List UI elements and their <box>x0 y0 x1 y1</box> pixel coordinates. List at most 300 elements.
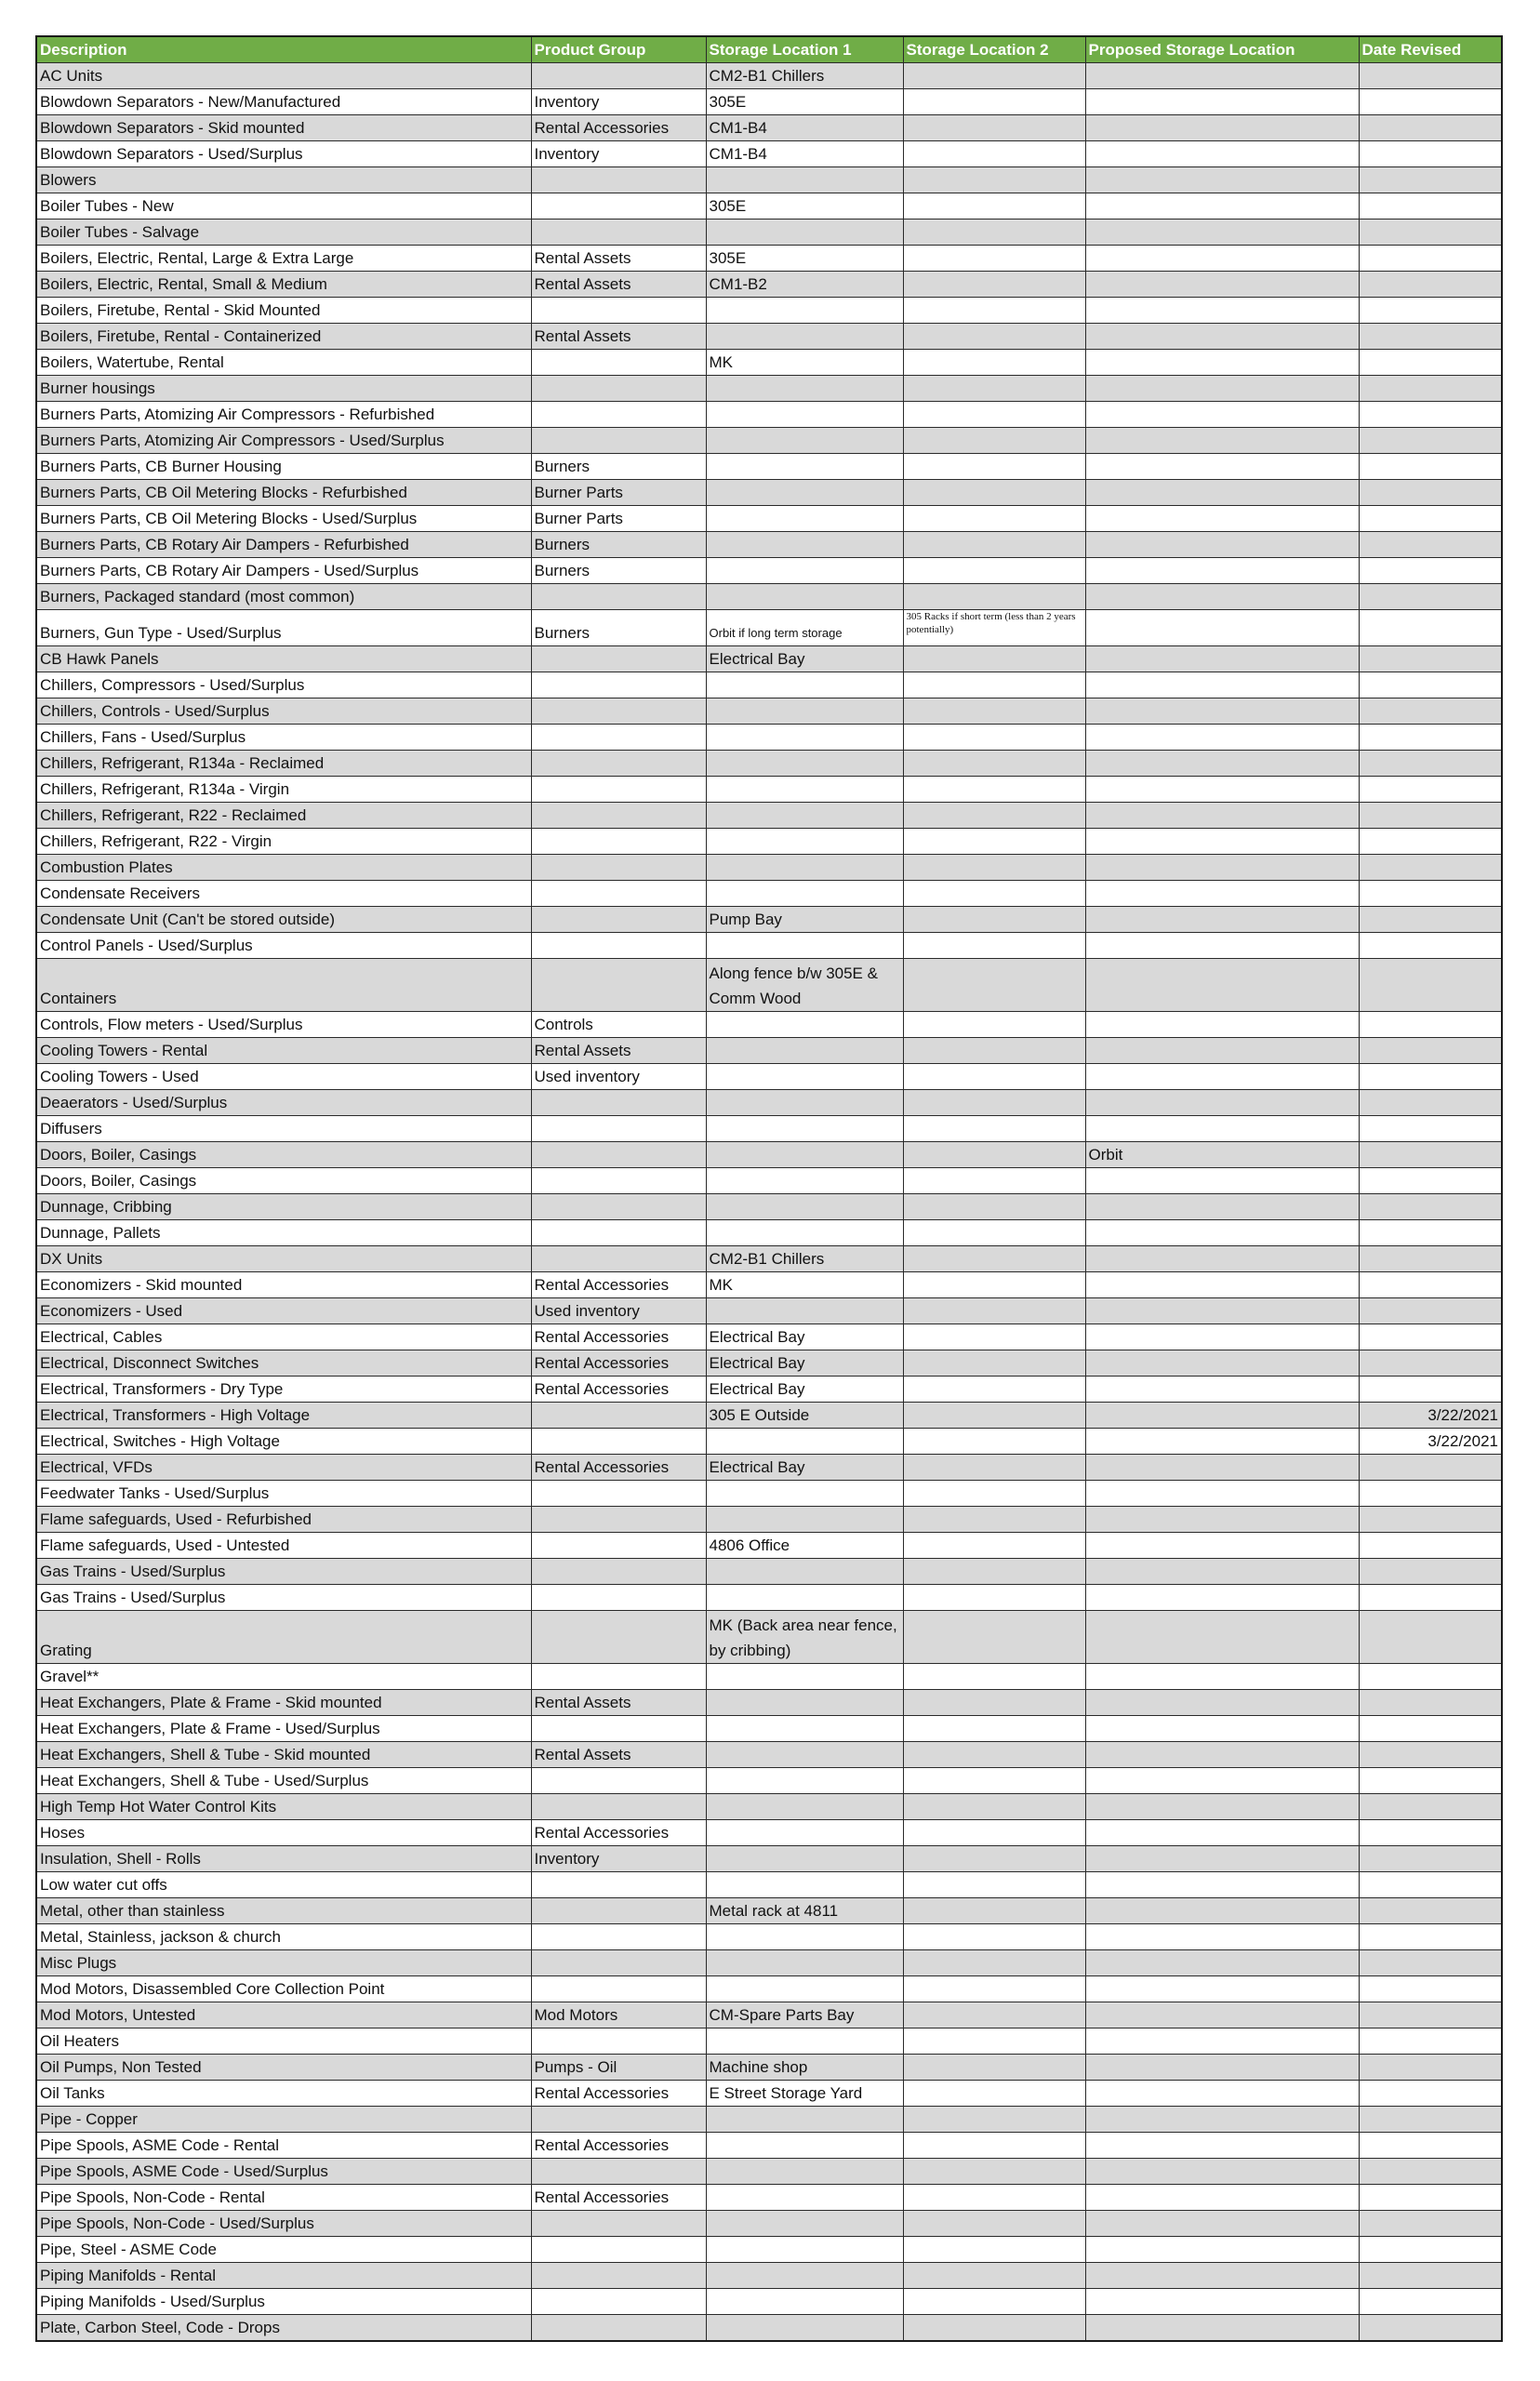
storage-location-2-cell[interactable] <box>903 2029 1085 2055</box>
product-group-cell[interactable] <box>531 1768 706 1794</box>
proposed-storage-location-cell[interactable] <box>1085 2107 1359 2133</box>
proposed-storage-location-cell[interactable] <box>1085 1872 1359 1898</box>
description-cell[interactable]: Cooling Towers - Rental <box>36 1038 531 1064</box>
storage-location-1-cell[interactable] <box>706 2159 903 2185</box>
description-cell[interactable]: CB Hawk Panels <box>36 646 531 672</box>
proposed-storage-location-cell[interactable] <box>1085 1377 1359 1403</box>
description-cell[interactable]: Chillers, Fans - Used/Surplus <box>36 725 531 751</box>
date-revised-cell[interactable] <box>1359 246 1502 272</box>
description-cell[interactable]: Electrical, VFDs <box>36 1455 531 1481</box>
product-group-cell[interactable] <box>531 63 706 89</box>
storage-location-2-cell[interactable] <box>903 1246 1085 1272</box>
description-cell[interactable]: Oil Pumps, Non Tested <box>36 2055 531 2081</box>
proposed-storage-location-cell[interactable] <box>1085 1559 1359 1585</box>
storage-location-1-cell[interactable] <box>706 532 903 558</box>
product-group-cell[interactable]: Inventory <box>531 89 706 115</box>
date-revised-cell[interactable] <box>1359 1090 1502 1116</box>
storage-location-2-cell[interactable] <box>903 1168 1085 1194</box>
description-cell[interactable]: Plate, Carbon Steel, Code - Drops <box>36 2315 531 2342</box>
storage-location-1-cell[interactable] <box>706 1950 903 1976</box>
date-revised-cell[interactable] <box>1359 1324 1502 1350</box>
storage-location-1-cell[interactable]: CM1-B4 <box>706 141 903 167</box>
description-cell[interactable]: Boilers, Firetube, Rental - Skid Mounted <box>36 298 531 324</box>
storage-location-1-cell[interactable]: E Street Storage Yard <box>706 2081 903 2107</box>
date-revised-cell[interactable] <box>1359 350 1502 376</box>
storage-location-1-cell[interactable]: Machine shop <box>706 2055 903 2081</box>
proposed-storage-location-cell[interactable] <box>1085 1742 1359 1768</box>
storage-location-1-cell[interactable]: Electrical Bay <box>706 1455 903 1481</box>
description-cell[interactable]: Low water cut offs <box>36 1872 531 1898</box>
proposed-storage-location-cell[interactable] <box>1085 803 1359 829</box>
storage-location-1-cell[interactable] <box>706 672 903 698</box>
description-cell[interactable]: Economizers - Skid mounted <box>36 1272 531 1298</box>
proposed-storage-location-cell[interactable] <box>1085 1116 1359 1142</box>
date-revised-cell[interactable] <box>1359 1950 1502 1976</box>
proposed-storage-location-cell[interactable] <box>1085 324 1359 350</box>
description-cell[interactable]: Chillers, Compressors - Used/Surplus <box>36 672 531 698</box>
description-cell[interactable]: Pipe - Copper <box>36 2107 531 2133</box>
proposed-storage-location-cell[interactable] <box>1085 698 1359 725</box>
storage-location-1-cell[interactable] <box>706 506 903 532</box>
date-revised-cell[interactable] <box>1359 1716 1502 1742</box>
storage-location-2-cell[interactable] <box>903 1611 1085 1664</box>
storage-location-2-cell[interactable] <box>903 933 1085 959</box>
description-cell[interactable]: Burners Parts, CB Rotary Air Dampers - Refurbished <box>36 532 531 558</box>
storage-location-1-cell[interactable]: Pump Bay <box>706 907 903 933</box>
date-revised-cell[interactable] <box>1359 1820 1502 1846</box>
product-group-cell[interactable]: Burners <box>531 610 706 646</box>
product-group-cell[interactable] <box>531 298 706 324</box>
proposed-storage-location-cell[interactable] <box>1085 63 1359 89</box>
date-revised-cell[interactable] <box>1359 1898 1502 1924</box>
product-group-cell[interactable] <box>531 1794 706 1820</box>
product-group-cell[interactable] <box>531 1194 706 1220</box>
proposed-storage-location-cell[interactable] <box>1085 1168 1359 1194</box>
product-group-cell[interactable]: Pumps - Oil <box>531 2055 706 2081</box>
description-cell[interactable]: Gas Trains - Used/Surplus <box>36 1559 531 1585</box>
proposed-storage-location-cell[interactable] <box>1085 1898 1359 1924</box>
storage-location-2-cell[interactable] <box>903 1038 1085 1064</box>
proposed-storage-location-cell[interactable] <box>1085 89 1359 115</box>
description-cell[interactable]: Burners, Gun Type - Used/Surplus <box>36 610 531 646</box>
storage-location-1-cell[interactable] <box>706 2237 903 2263</box>
storage-location-1-cell[interactable] <box>706 698 903 725</box>
product-group-cell[interactable]: Burner Parts <box>531 506 706 532</box>
storage-location-1-cell[interactable]: CM2-B1 Chillers <box>706 1246 903 1272</box>
description-cell[interactable]: Pipe Spools, ASME Code - Used/Surplus <box>36 2159 531 2185</box>
product-group-cell[interactable]: Burners <box>531 532 706 558</box>
proposed-storage-location-cell[interactable] <box>1085 1585 1359 1611</box>
storage-location-2-cell[interactable] <box>903 141 1085 167</box>
date-revised-cell[interactable] <box>1359 1585 1502 1611</box>
product-group-cell[interactable] <box>531 350 706 376</box>
storage-location-2-cell[interactable] <box>903 1324 1085 1350</box>
date-revised-cell[interactable] <box>1359 1768 1502 1794</box>
product-group-cell[interactable] <box>531 855 706 881</box>
date-revised-cell[interactable] <box>1359 480 1502 506</box>
description-cell[interactable]: Burners Parts, CB Oil Metering Blocks - Used/Surplus <box>36 506 531 532</box>
storage-location-2-cell[interactable] <box>903 2107 1085 2133</box>
description-cell[interactable]: Doors, Boiler, Casings <box>36 1168 531 1194</box>
description-cell[interactable]: Boilers, Firetube, Rental - Containerized <box>36 324 531 350</box>
date-revised-cell[interactable] <box>1359 193 1502 219</box>
storage-location-2-cell[interactable] <box>903 350 1085 376</box>
description-cell[interactable]: Hoses <box>36 1820 531 1846</box>
storage-location-2-cell[interactable] <box>903 1924 1085 1950</box>
product-group-cell[interactable]: Rental Accessories <box>531 1377 706 1403</box>
product-group-cell[interactable] <box>531 2029 706 2055</box>
date-revised-cell[interactable] <box>1359 855 1502 881</box>
proposed-storage-location-cell[interactable] <box>1085 2002 1359 2029</box>
product-group-cell[interactable] <box>531 1116 706 1142</box>
storage-location-1-cell[interactable]: 4806 Office <box>706 1533 903 1559</box>
storage-location-1-cell[interactable] <box>706 1429 903 1455</box>
proposed-storage-location-cell[interactable] <box>1085 610 1359 646</box>
storage-location-2-cell[interactable] <box>903 881 1085 907</box>
description-cell[interactable]: Condensate Receivers <box>36 881 531 907</box>
storage-location-1-cell[interactable] <box>706 777 903 803</box>
description-cell[interactable]: Burners, Packaged standard (most common) <box>36 584 531 610</box>
storage-location-2-cell[interactable] <box>903 272 1085 298</box>
description-cell[interactable]: Blowers <box>36 167 531 193</box>
date-revised-cell[interactable] <box>1359 907 1502 933</box>
storage-location-1-cell[interactable] <box>706 298 903 324</box>
storage-location-2-cell[interactable] <box>903 2159 1085 2185</box>
storage-location-2-cell[interactable] <box>903 219 1085 246</box>
storage-location-2-cell[interactable] <box>903 1559 1085 1585</box>
proposed-storage-location-cell[interactable] <box>1085 1194 1359 1220</box>
product-group-cell[interactable]: Burners <box>531 558 706 584</box>
product-group-cell[interactable] <box>531 829 706 855</box>
date-revised-cell[interactable] <box>1359 2133 1502 2159</box>
proposed-storage-location-cell[interactable] <box>1085 1690 1359 1716</box>
date-revised-cell[interactable] <box>1359 2185 1502 2211</box>
storage-location-2-cell[interactable] <box>903 506 1085 532</box>
storage-location-1-cell[interactable]: MK <box>706 1272 903 1298</box>
date-revised-cell[interactable] <box>1359 532 1502 558</box>
description-cell[interactable]: Pipe Spools, Non-Code - Rental <box>36 2185 531 2211</box>
storage-location-1-cell[interactable]: 305E <box>706 246 903 272</box>
proposed-storage-location-cell[interactable] <box>1085 933 1359 959</box>
date-revised-cell[interactable] <box>1359 1012 1502 1038</box>
storage-location-1-cell[interactable]: Orbit if long term storage <box>706 610 903 646</box>
product-group-cell[interactable]: Rental Accessories <box>531 115 706 141</box>
proposed-storage-location-cell[interactable] <box>1085 907 1359 933</box>
storage-location-1-cell[interactable]: 305E <box>706 193 903 219</box>
description-cell[interactable]: Flame safeguards, Used - Refurbished <box>36 1507 531 1533</box>
product-group-cell[interactable] <box>531 1664 706 1690</box>
date-revised-cell[interactable] <box>1359 1872 1502 1898</box>
proposed-storage-location-cell[interactable] <box>1085 1090 1359 1116</box>
date-revised-cell[interactable] <box>1359 698 1502 725</box>
product-group-cell[interactable]: Rental Assets <box>531 1038 706 1064</box>
date-revised-cell[interactable] <box>1359 219 1502 246</box>
product-group-cell[interactable] <box>531 167 706 193</box>
storage-location-1-cell[interactable]: CM2-B1 Chillers <box>706 63 903 89</box>
date-revised-cell[interactable] <box>1359 881 1502 907</box>
storage-location-1-cell[interactable] <box>706 1872 903 1898</box>
date-revised-cell[interactable] <box>1359 115 1502 141</box>
proposed-storage-location-cell[interactable] <box>1085 1220 1359 1246</box>
product-group-cell[interactable]: Rental Assets <box>531 1742 706 1768</box>
description-cell[interactable]: Economizers - Used <box>36 1298 531 1324</box>
proposed-storage-location-cell[interactable] <box>1085 1924 1359 1950</box>
description-cell[interactable]: Insulation, Shell - Rolls <box>36 1846 531 1872</box>
product-group-cell[interactable]: Rental Accessories <box>531 2185 706 2211</box>
header-storage-location-2[interactable]: Storage Location 2 <box>903 36 1085 63</box>
proposed-storage-location-cell[interactable] <box>1085 2081 1359 2107</box>
storage-location-1-cell[interactable] <box>706 1585 903 1611</box>
proposed-storage-location-cell[interactable] <box>1085 1820 1359 1846</box>
product-group-cell[interactable] <box>531 777 706 803</box>
storage-location-1-cell[interactable] <box>706 1298 903 1324</box>
storage-location-1-cell[interactable] <box>706 1168 903 1194</box>
proposed-storage-location-cell[interactable] <box>1085 1064 1359 1090</box>
storage-location-1-cell[interactable] <box>706 1559 903 1585</box>
storage-location-1-cell[interactable] <box>706 1716 903 1742</box>
storage-location-1-cell[interactable] <box>706 1012 903 1038</box>
storage-location-1-cell[interactable]: Metal rack at 4811 <box>706 1898 903 1924</box>
storage-location-1-cell[interactable] <box>706 480 903 506</box>
product-group-cell[interactable] <box>531 1716 706 1742</box>
description-cell[interactable]: Misc Plugs <box>36 1950 531 1976</box>
product-group-cell[interactable] <box>531 1090 706 1116</box>
storage-location-2-cell[interactable] <box>903 324 1085 350</box>
storage-location-1-cell[interactable] <box>706 2029 903 2055</box>
storage-location-2-cell[interactable] <box>903 725 1085 751</box>
storage-location-1-cell[interactable] <box>706 2107 903 2133</box>
header-proposed-storage-location[interactable]: Proposed Storage Location <box>1085 36 1359 63</box>
date-revised-cell[interactable] <box>1359 959 1502 1012</box>
storage-location-1-cell[interactable] <box>706 1038 903 1064</box>
proposed-storage-location-cell[interactable] <box>1085 1664 1359 1690</box>
storage-location-1-cell[interactable] <box>706 829 903 855</box>
description-cell[interactable]: Metal, Stainless, jackson & church <box>36 1924 531 1950</box>
storage-location-1-cell[interactable] <box>706 167 903 193</box>
description-cell[interactable]: Feedwater Tanks - Used/Surplus <box>36 1481 531 1507</box>
product-group-cell[interactable] <box>531 1507 706 1533</box>
proposed-storage-location-cell[interactable] <box>1085 115 1359 141</box>
storage-location-2-cell[interactable] <box>903 193 1085 219</box>
storage-location-2-cell[interactable] <box>903 2263 1085 2289</box>
description-cell[interactable]: Blowdown Separators - New/Manufactured <box>36 89 531 115</box>
storage-location-1-cell[interactable] <box>706 2315 903 2342</box>
description-cell[interactable]: High Temp Hot Water Control Kits <box>36 1794 531 1820</box>
storage-location-2-cell[interactable] <box>903 672 1085 698</box>
storage-location-2-cell[interactable] <box>903 1846 1085 1872</box>
description-cell[interactable]: AC Units <box>36 63 531 89</box>
description-cell[interactable]: Grating <box>36 1611 531 1664</box>
date-revised-cell[interactable] <box>1359 1559 1502 1585</box>
proposed-storage-location-cell[interactable] <box>1085 1455 1359 1481</box>
proposed-storage-location-cell[interactable] <box>1085 584 1359 610</box>
storage-location-1-cell[interactable] <box>706 1846 903 1872</box>
proposed-storage-location-cell[interactable] <box>1085 141 1359 167</box>
storage-location-2-cell[interactable] <box>903 1064 1085 1090</box>
storage-location-2-cell[interactable] <box>903 907 1085 933</box>
storage-location-1-cell[interactable] <box>706 1768 903 1794</box>
storage-location-2-cell[interactable] <box>903 803 1085 829</box>
storage-location-2-cell[interactable] <box>903 1950 1085 1976</box>
date-revised-cell[interactable] <box>1359 725 1502 751</box>
date-revised-cell[interactable] <box>1359 1924 1502 1950</box>
storage-location-2-cell[interactable] <box>903 1298 1085 1324</box>
date-revised-cell[interactable] <box>1359 1142 1502 1168</box>
proposed-storage-location-cell[interactable] <box>1085 1324 1359 1350</box>
proposed-storage-location-cell[interactable] <box>1085 1611 1359 1664</box>
description-cell[interactable]: Electrical, Switches - High Voltage <box>36 1429 531 1455</box>
storage-location-2-cell[interactable] <box>903 1716 1085 1742</box>
description-cell[interactable]: Heat Exchangers, Shell & Tube - Skid mounted <box>36 1742 531 1768</box>
product-group-cell[interactable]: Rental Accessories <box>531 1350 706 1377</box>
storage-location-2-cell[interactable] <box>903 63 1085 89</box>
description-cell[interactable]: Cooling Towers - Used <box>36 1064 531 1090</box>
storage-location-1-cell[interactable]: Electrical Bay <box>706 1324 903 1350</box>
storage-location-1-cell[interactable] <box>706 1116 903 1142</box>
storage-location-1-cell[interactable] <box>706 428 903 454</box>
storage-location-1-cell[interactable] <box>706 1794 903 1820</box>
description-cell[interactable]: Containers <box>36 959 531 1012</box>
product-group-cell[interactable]: Rental Accessories <box>531 1324 706 1350</box>
date-revised-cell[interactable]: 3/22/2021 <box>1359 1429 1502 1455</box>
storage-location-1-cell[interactable] <box>706 933 903 959</box>
proposed-storage-location-cell[interactable] <box>1085 855 1359 881</box>
description-cell[interactable]: Burners Parts, CB Burner Housing <box>36 454 531 480</box>
proposed-storage-location-cell[interactable] <box>1085 1429 1359 1455</box>
description-cell[interactable]: Flame safeguards, Used - Untested <box>36 1533 531 1559</box>
description-cell[interactable]: Boiler Tubes - New <box>36 193 531 219</box>
date-revised-cell[interactable] <box>1359 1507 1502 1533</box>
date-revised-cell[interactable] <box>1359 2159 1502 2185</box>
storage-location-1-cell[interactable] <box>706 725 903 751</box>
product-group-cell[interactable] <box>531 2263 706 2289</box>
proposed-storage-location-cell[interactable] <box>1085 725 1359 751</box>
product-group-cell[interactable]: Rental Assets <box>531 324 706 350</box>
description-cell[interactable]: Pipe Spools, Non-Code - Used/Surplus <box>36 2211 531 2237</box>
product-group-cell[interactable]: Rental Accessories <box>531 1820 706 1846</box>
storage-location-2-cell[interactable] <box>903 246 1085 272</box>
header-date-revised[interactable]: Date Revised <box>1359 36 1502 63</box>
description-cell[interactable]: Dunnage, Pallets <box>36 1220 531 1246</box>
date-revised-cell[interactable] <box>1359 1742 1502 1768</box>
storage-location-2-cell[interactable] <box>903 115 1085 141</box>
proposed-storage-location-cell[interactable] <box>1085 2133 1359 2159</box>
storage-location-1-cell[interactable]: CM-Spare Parts Bay <box>706 2002 903 2029</box>
product-group-cell[interactable]: Used inventory <box>531 1064 706 1090</box>
storage-location-2-cell[interactable] <box>903 2081 1085 2107</box>
product-group-cell[interactable] <box>531 1429 706 1455</box>
description-cell[interactable]: Burner housings <box>36 376 531 402</box>
date-revised-cell[interactable] <box>1359 1846 1502 1872</box>
storage-location-2-cell[interactable] <box>903 751 1085 777</box>
product-group-cell[interactable] <box>531 428 706 454</box>
storage-location-1-cell[interactable]: CM1-B4 <box>706 115 903 141</box>
date-revised-cell[interactable] <box>1359 272 1502 298</box>
description-cell[interactable]: Controls, Flow meters - Used/Surplus <box>36 1012 531 1038</box>
description-cell[interactable]: Condensate Unit (Can't be stored outside) <box>36 907 531 933</box>
description-cell[interactable]: Chillers, Controls - Used/Surplus <box>36 698 531 725</box>
proposed-storage-location-cell[interactable] <box>1085 2211 1359 2237</box>
product-group-cell[interactable]: Rental Accessories <box>531 1455 706 1481</box>
description-cell[interactable]: Heat Exchangers, Plate & Frame - Skid mounted <box>36 1690 531 1716</box>
proposed-storage-location-cell[interactable] <box>1085 193 1359 219</box>
product-group-cell[interactable]: Controls <box>531 1012 706 1038</box>
date-revised-cell[interactable] <box>1359 2315 1502 2342</box>
storage-location-2-cell[interactable] <box>903 646 1085 672</box>
storage-location-1-cell[interactable] <box>706 376 903 402</box>
storage-location-1-cell[interactable] <box>706 584 903 610</box>
product-group-cell[interactable] <box>531 2315 706 2342</box>
proposed-storage-location-cell[interactable] <box>1085 2315 1359 2342</box>
product-group-cell[interactable]: Rental Accessories <box>531 2081 706 2107</box>
product-group-cell[interactable]: Burner Parts <box>531 480 706 506</box>
date-revised-cell[interactable] <box>1359 1220 1502 1246</box>
product-group-cell[interactable]: Rental Accessories <box>531 2133 706 2159</box>
storage-location-2-cell[interactable] <box>903 89 1085 115</box>
storage-location-1-cell[interactable] <box>706 751 903 777</box>
storage-location-2-cell[interactable] <box>903 1898 1085 1924</box>
proposed-storage-location-cell[interactable] <box>1085 506 1359 532</box>
storage-location-1-cell[interactable]: Along fence b/w 305E & Comm Wood <box>706 959 903 1012</box>
date-revised-cell[interactable] <box>1359 428 1502 454</box>
storage-location-2-cell[interactable] <box>903 1116 1085 1142</box>
date-revised-cell[interactable] <box>1359 1038 1502 1064</box>
product-group-cell[interactable]: Rental Accessories <box>531 1272 706 1298</box>
storage-location-1-cell[interactable]: CM1-B2 <box>706 272 903 298</box>
proposed-storage-location-cell[interactable] <box>1085 881 1359 907</box>
storage-location-2-cell[interactable] <box>903 1533 1085 1559</box>
description-cell[interactable]: Oil Heaters <box>36 2029 531 2055</box>
storage-location-2-cell[interactable] <box>903 2211 1085 2237</box>
storage-location-2-cell[interactable] <box>903 1455 1085 1481</box>
date-revised-cell[interactable] <box>1359 672 1502 698</box>
proposed-storage-location-cell[interactable] <box>1085 2289 1359 2315</box>
proposed-storage-location-cell[interactable] <box>1085 428 1359 454</box>
storage-location-2-cell[interactable] <box>903 1690 1085 1716</box>
storage-location-2-cell[interactable] <box>903 298 1085 324</box>
product-group-cell[interactable] <box>531 1924 706 1950</box>
product-group-cell[interactable] <box>531 1168 706 1194</box>
description-cell[interactable]: Chillers, Refrigerant, R134a - Virgin <box>36 777 531 803</box>
description-cell[interactable]: Chillers, Refrigerant, R22 - Reclaimed <box>36 803 531 829</box>
storage-location-1-cell[interactable] <box>706 1481 903 1507</box>
storage-location-2-cell[interactable] <box>903 402 1085 428</box>
storage-location-2-cell[interactable] <box>903 855 1085 881</box>
product-group-cell[interactable] <box>531 803 706 829</box>
description-cell[interactable]: Burners Parts, Atomizing Air Compressors - Refurbished <box>36 402 531 428</box>
product-group-cell[interactable] <box>531 2289 706 2315</box>
date-revised-cell[interactable] <box>1359 1481 1502 1507</box>
proposed-storage-location-cell[interactable] <box>1085 1403 1359 1429</box>
description-cell[interactable]: Mod Motors, Untested <box>36 2002 531 2029</box>
storage-location-2-cell[interactable] <box>903 1272 1085 1298</box>
product-group-cell[interactable]: Inventory <box>531 141 706 167</box>
proposed-storage-location-cell[interactable] <box>1085 532 1359 558</box>
date-revised-cell[interactable] <box>1359 1455 1502 1481</box>
storage-location-1-cell[interactable] <box>706 1220 903 1246</box>
product-group-cell[interactable] <box>531 1611 706 1664</box>
storage-location-2-cell[interactable] <box>903 2315 1085 2342</box>
date-revised-cell[interactable] <box>1359 646 1502 672</box>
date-revised-cell[interactable] <box>1359 1533 1502 1559</box>
proposed-storage-location-cell[interactable] <box>1085 167 1359 193</box>
product-group-cell[interactable]: Burners <box>531 454 706 480</box>
date-revised-cell[interactable] <box>1359 1194 1502 1220</box>
storage-location-1-cell[interactable] <box>706 1690 903 1716</box>
date-revised-cell[interactable] <box>1359 2237 1502 2263</box>
storage-location-2-cell[interactable] <box>903 1350 1085 1377</box>
header-description[interactable]: Description <box>36 36 531 63</box>
